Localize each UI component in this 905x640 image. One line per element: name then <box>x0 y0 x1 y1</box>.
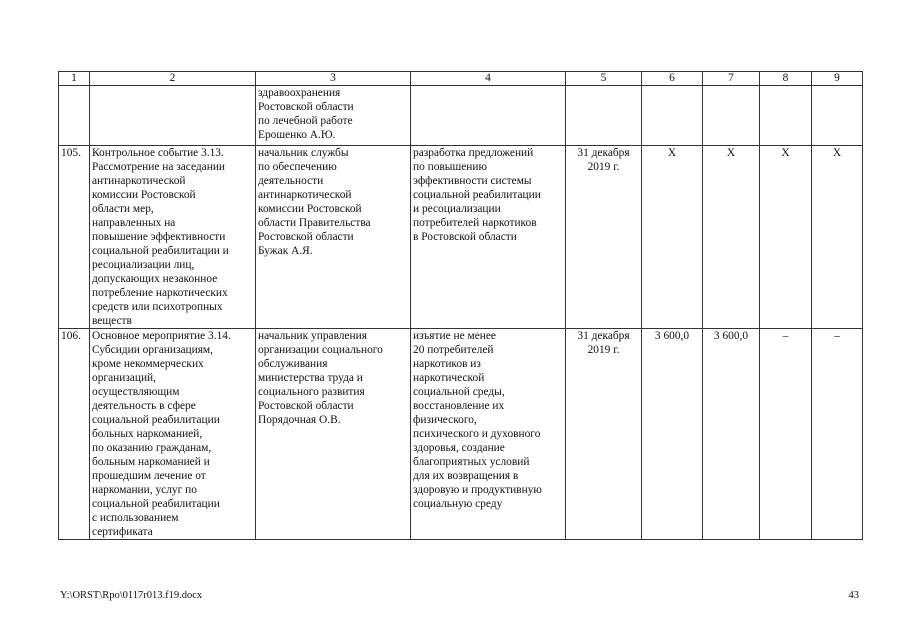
event-name-cell: Контрольное событие 3.13. Рассмотрение на заседании антинаркотической комиссии Ростовской области мер, направленных на повышение эффективности социальной реабилитации и ресоциализации лиц, допускающих незаконное потребление наркотических средств или психотропных веществ <box>90 146 256 329</box>
col-header-2: 2 <box>90 72 256 86</box>
result-cell: изъятие не менее 20 потребителей наркотиков из наркотической социальной среды, восстановление их физического, психического и духовного здоровья, создание благоприятных условий для их возвращения в здоровую и продуктивную социальную среду <box>411 329 566 540</box>
value-cell-9: – <box>812 329 863 540</box>
cell-empty <box>760 86 812 146</box>
value-cell-7: Х <box>703 146 760 329</box>
col-header-5: 5 <box>566 72 642 86</box>
cell-empty <box>703 86 760 146</box>
value-cell-6: 3 600,0 <box>642 329 703 540</box>
col-header-7: 7 <box>703 72 760 86</box>
column-number-row <box>59 72 863 86</box>
col-header-3: 3 <box>256 72 411 86</box>
table-row-106 <box>59 329 863 540</box>
deadline-cell: 31 декабря 2019 г. <box>566 329 642 540</box>
value-cell-8: – <box>760 329 812 540</box>
value-cell-8: Х <box>760 146 812 329</box>
cell-empty <box>642 86 703 146</box>
responsible-cell: начальник службы по обеспечению деятельности антинаркотической комиссии Ростовской области Правительства Ростовской области Бужак А.Я. <box>256 146 411 329</box>
deadline-cell: 31 декабря 2019 г. <box>566 146 642 329</box>
cell-empty <box>411 86 566 146</box>
col-header-6: 6 <box>642 72 703 86</box>
cell-empty <box>812 86 863 146</box>
program-table <box>58 71 863 540</box>
footer-file-path: Y:\ORST\Rpo\0117r013.f19.docx <box>60 590 203 601</box>
table-row-continued <box>59 86 863 146</box>
col-header-4: 4 <box>411 72 566 86</box>
table-row-105 <box>59 146 863 329</box>
row-number: 106. <box>59 329 90 540</box>
row-number: 105. <box>59 146 90 329</box>
responsible-cell: начальник управления организации социального обслуживания министерства труда и социального развития Ростовской области Порядочная О.В. <box>256 329 411 540</box>
col-header-8: 8 <box>760 72 812 86</box>
cell-empty <box>59 86 90 146</box>
cell-empty <box>566 86 642 146</box>
value-cell-7: 3 600,0 <box>703 329 760 540</box>
value-cell-6: Х <box>642 146 703 329</box>
value-cell-9: Х <box>812 146 863 329</box>
col-header-1: 1 <box>59 72 90 86</box>
cell-empty <box>90 86 256 146</box>
result-cell: разработка предложений по повышению эффективности системы социальной реабилитации и ресоциализации потребителей наркотиков в Ростовской области <box>411 146 566 329</box>
col-header-9: 9 <box>812 72 863 86</box>
responsible-cell: здравоохранения Ростовской области по лечебной работе Ерошенко А.Ю. <box>256 86 411 146</box>
event-name-cell: Основное мероприятие 3.14. Субсидии организациям, кроме некоммерческих организаций, осуществляющим деятельность в сфере социальной реабилитации больных наркоманией, по оказанию гражданам, больным наркоманией и прошедшим лечение от наркомании, услуг по социальной реабилитации с использованием сертификата <box>90 329 256 540</box>
page-number: 43 <box>848 590 859 601</box>
